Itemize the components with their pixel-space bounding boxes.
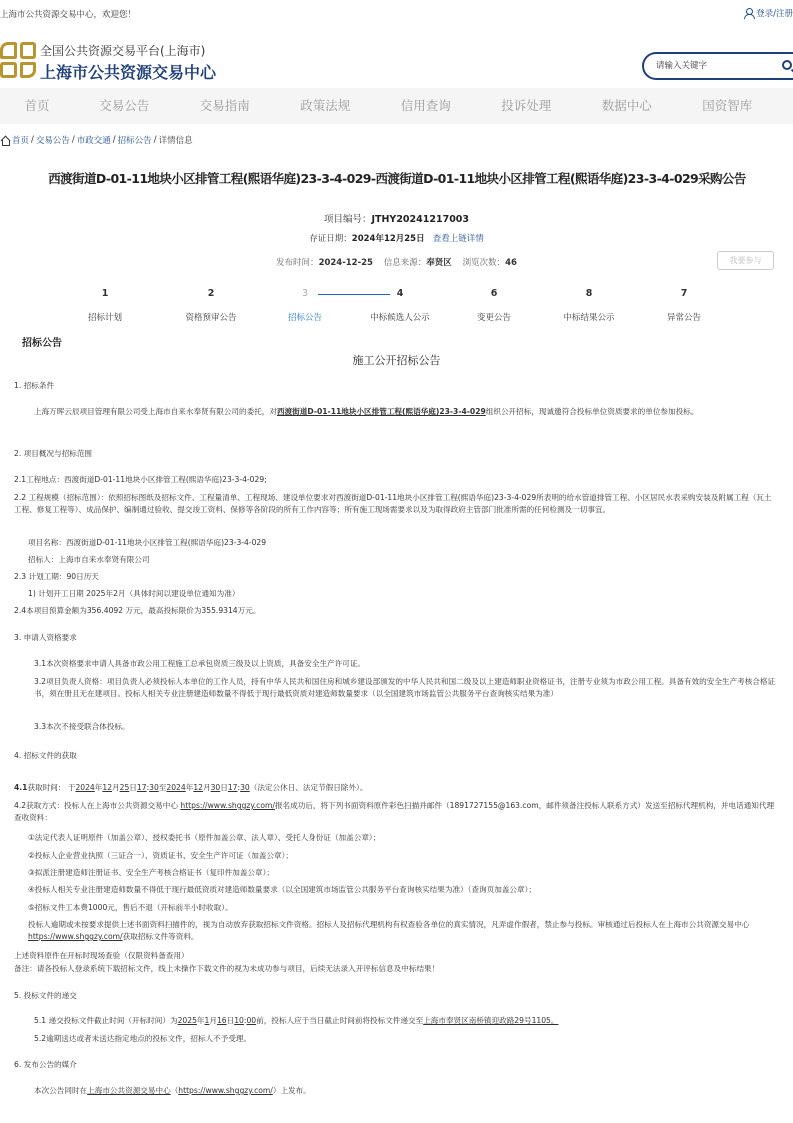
breadcrumb: 首页 / 交易公告 / 市政交通 / 招标公告 / 详情信息 <box>0 134 193 146</box>
heading-5: 5. 投标文件的递交 <box>14 991 77 1000</box>
platform-name: 全国公共资源交易平台(上海市) <box>40 44 206 58</box>
heading-2: 2. 项目概况与招标范围 <box>14 449 93 458</box>
para-4-2-5: ⑤招标文件工本费1000元，售后不退（开标前半小时收取）。 <box>28 903 233 912</box>
search-box <box>642 52 793 80</box>
heading-3: 3. 申请人资格要求 <box>14 633 77 642</box>
evidence-link[interactable]: 查看上链详情 <box>432 234 484 244</box>
para-4-2-6: 投标人逾期或未按要求提供上述书面资料扫描件的，视为自动放弃获取招标文件资格。招标人及招标代理机构有权查验各单位的真实情况，凡弄虚作假者，禁止参与投标。审核通过后投标人在上海市公共资源交易中心 https://www.shggzy.com/获取招标文件等资料。 <box>28 920 750 941</box>
para-2-6: 1) 计划开工日期 2025年2月（具体时间以建设单位通知为准） <box>28 589 240 598</box>
publish-info <box>0 256 793 268</box>
site-logo <box>0 42 36 78</box>
publish-date: 2024-12-25 <box>318 258 373 268</box>
para-4-2-2: ②投标人企业营业执照（三证合一）、资质证书、安全生产许可证（加盖公章）； <box>28 851 293 860</box>
step-change[interactable]: 6 变更公告 <box>476 288 511 323</box>
login-link[interactable] <box>744 7 793 19</box>
para-6: 本次公告同时在上海市公共资源交易中心（https://www.shggzy.com/）上发布。 <box>34 1086 311 1095</box>
evidence-date: 2024年12月25日 <box>351 234 425 244</box>
project-code-line <box>0 211 793 225</box>
para-1: 上海万晖云辰项目管理有限公司受上海市自来水奉贤有限公司的委托，对西渡街道D-01-11地块小区排管工程(熙语华庭)23-3-4-029组织公开招标，现诚邀符合投标单位资质要求的单位参加投标。 <box>34 407 699 416</box>
center-name: 上海市公共资源交易中心 <box>40 63 217 82</box>
shggzy-link-2[interactable]: https://www.shggzy.com/ <box>28 932 123 941</box>
doc-title: 施工公开招标公告 <box>352 354 441 367</box>
notice-title: 西渡街道D-01-11地块小区排管工程(熙语华庭)23-3-4-029-西渡街道D-01-11地块小区排管工程(熙语华庭)23-3-4-029采购公告 <box>48 171 746 186</box>
main-nav <box>0 88 793 124</box>
step-prequalification[interactable]: 2 资格预审公告 <box>185 288 237 323</box>
para-5-1: 5.1 递交投标文件截止时间（开标时间）为2025年1月16日10:00前，投标人应于当日截止时间前将投标文件递交至上海市奉贤区南桥镇迎政路29号1105。 <box>34 1016 559 1025</box>
evidence-label: 存证日期： <box>309 234 352 244</box>
shggzy-link-3[interactable]: https://www.shggzy.com/ <box>178 1086 273 1095</box>
breadcrumb-tender[interactable]: 招标公告 <box>117 136 152 146</box>
nav-item-think-tank[interactable]: 国资智库 <box>702 98 753 113</box>
para-4-2-4: ④投标人相关专业注册建造师数量不得低于现行最低资质对建造师数量要求（以全国建筑市场监管公共服务平台查询核实结果为准）（查询页加盖公章）； <box>28 885 536 894</box>
views-value: 46 <box>505 258 517 268</box>
project-code: JTHY20241217003 <box>371 214 470 225</box>
breadcrumb-home[interactable]: 首页 <box>12 136 30 146</box>
para-2-2: 2.2 工程规模（招标范围）：依照招标图纸及招标文件、工程量清单、工程现场、建设单位要求对西渡街道D-01-11地块小区排管工程(熙语华庭)23-3-4-029所表明的给水管道排管工程、小区居民水表采购安装及附属工程（瓦土工程、修复工程等）、成品保护、编制通过验收、提交竣工资料、保修等各阶段的所有工作内容等；所有施工现场需要求以及为取得政府主管部门批准所需的任何检测及一切事宜。 <box>14 493 772 514</box>
para-4-2-3: ③拟派注册建造师注册证书、安全生产考核合格证书（复印件加盖公章）； <box>28 868 275 877</box>
shggzy-link-1[interactable]: https://www.shggzy.com/ <box>180 801 275 810</box>
step-plan[interactable]: 1 招标计划 <box>87 288 122 323</box>
para-2-5: 2.3 计划工期：90日历天 <box>14 572 99 581</box>
heading-1: 1. 招标条件 <box>14 381 55 390</box>
search-icon[interactable] <box>782 60 792 70</box>
nav-item-data-center[interactable]: 数据中心 <box>601 98 652 113</box>
step-tender-notice[interactable]: 3 招标公告 <box>287 288 322 323</box>
para-2-4: 招标人：上海市自来水奉贤有限公司 <box>28 555 150 564</box>
login-label[interactable]: 登录/注册 <box>756 9 793 19</box>
heading-4: 4. 招标文件的获取 <box>14 751 77 760</box>
nav-item-trade-notice[interactable]: 交易公告 <box>99 98 150 113</box>
breadcrumb-municipal[interactable]: 市政交通 <box>76 136 111 146</box>
home-icon <box>0 136 10 145</box>
para-4-2-1: ①法定代表人证明原件（加盖公章）、授权委托书（原件加盖公章、法人章）、受托人身份证（加盖公章）； <box>28 833 381 842</box>
evidence-line <box>0 232 793 244</box>
views-label: 浏览次数： <box>462 258 506 268</box>
publish-label: 发布时间： <box>276 258 319 268</box>
para-2-3: 项目名称：西渡街道D-01-11地块小区排管工程(熙语华庭)23-3-4-029 <box>28 538 267 547</box>
para-2-7: 2.4本项目预算金额为356.4092 万元，最高投标限价为355.9314万元。 <box>14 606 261 615</box>
para-4-2: 4.2获取方式：投标人在上海市公共资源交易中心 https://www.shggzy.com/报名成功后，将下列书面资料原件彩色扫描并邮件（1891727155@163.com，邮件须备注投标人联系方式）发送至招标代理机构，并电话通知代理查收资料： <box>14 801 775 822</box>
nav-item-credit[interactable]: 信用查询 <box>400 98 451 113</box>
para-4-3: 上述资料原件在开标时现场查验（仅限资料备查用） <box>14 951 189 960</box>
project-code-label: 项目编号： <box>323 214 372 225</box>
section-tag: 招标公告 <box>22 338 62 349</box>
nav-item-home[interactable]: 首页 <box>24 98 50 113</box>
step-candidate[interactable]: 4 中标候选人公示 <box>370 288 430 323</box>
para-4-4: 备注：请各投标人登录系统下载招标文件，线上未操作下载文件的视为未成功参与项目，后续无法录入开评标信息及中标结果！ <box>14 964 440 973</box>
nav-item-complaint[interactable]: 投诉处理 <box>501 98 552 113</box>
para-3-3: 3.3本次不接受联合体投标。 <box>34 722 130 731</box>
search-input[interactable] <box>656 59 766 73</box>
para-5-2: 5.2逾期送达或者未送达指定地点的投标文件，招标人不予受理。 <box>34 1034 252 1043</box>
nav-item-policy[interactable]: 政策法规 <box>300 98 351 113</box>
signup-button[interactable]: 我要参与 <box>717 251 774 270</box>
process-steps <box>60 288 760 324</box>
heading-6: 6. 发布公告的媒介 <box>14 1060 77 1069</box>
para-3-1: 3.1本次资格要求申请人具备市政公用工程施工总承包资质三级及以上资质，具备安全生产许可证。 <box>34 659 366 668</box>
source-value: 奉贤区 <box>426 258 452 268</box>
step-exception[interactable]: 7 异常公告 <box>666 288 701 323</box>
welcome-text: 上海市公共资源交易中心，欢迎您！ <box>0 10 137 20</box>
para-2-1: 2.1工程地点：西渡街道D-01-11地块小区排管工程(熙语华庭)23-3-4-029; <box>14 475 267 484</box>
source-label: 信息来源： <box>383 258 427 268</box>
top-bar <box>0 0 793 26</box>
para-4-1: 4.1获取时间： 于2024年12月25日17:30至2024年12月30日17:30（法定公休日、法定节假日除外）。 <box>14 783 368 792</box>
breadcrumb-current: 详情信息 <box>158 136 193 146</box>
nav-item-trade-guide[interactable]: 交易指南 <box>199 98 250 113</box>
breadcrumb-trade-notice[interactable]: 交易公告 <box>35 136 70 146</box>
step-result[interactable]: 8 中标结果公示 <box>563 288 615 323</box>
user-icon <box>744 8 753 18</box>
para-3-2: 3.2项目负责人资格：项目负责人必须投标人本单位的工作人员，持有中华人民共和国住房和城乡建设部颁发的中华人民共和国二级及以上建造师职业资格证书，注册专业须为市政公用工程。具备有效的安全生产考核合格证书，须在册且无在建项目。投标人相关专业注册建造师数量不得低于现行最低资质对建造师数量要求（以全国建筑市场监管公共服务平台查询核实结果为准） <box>34 677 776 698</box>
